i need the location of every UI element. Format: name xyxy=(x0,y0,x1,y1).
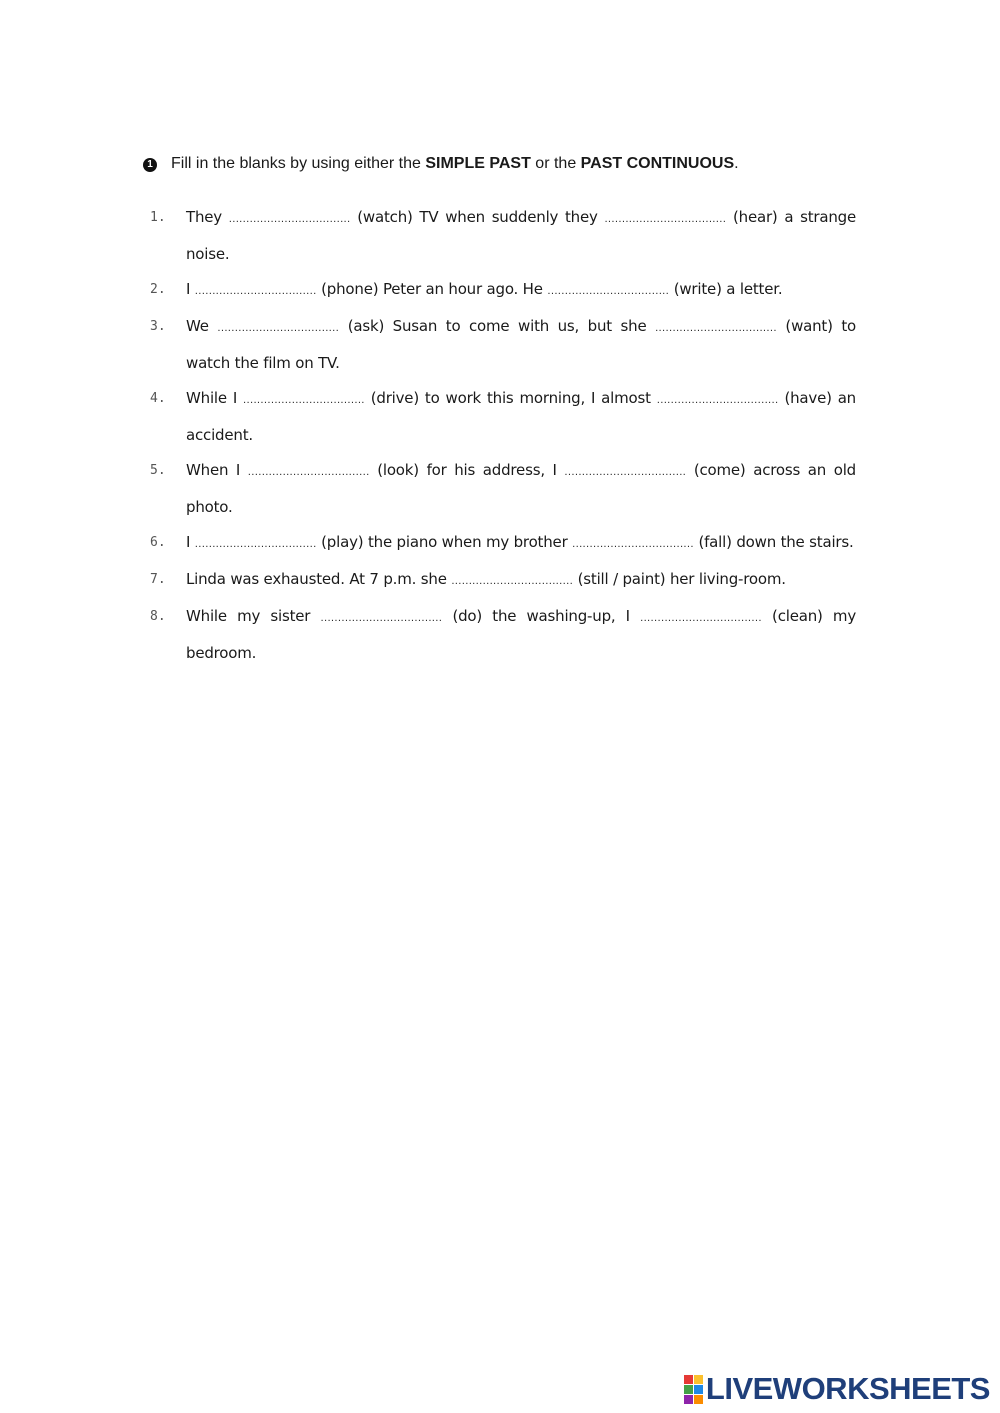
exercise-item xyxy=(150,453,856,525)
exercise-sentence xyxy=(186,381,856,453)
exercise-sentence xyxy=(186,309,856,381)
exercise-sentence xyxy=(186,272,856,309)
answer-blank[interactable]: ................................... xyxy=(604,214,727,225)
logo-text: LIVEWORKSHEETS xyxy=(705,1371,990,1406)
exercise-sentence xyxy=(186,453,856,525)
exercise-number: 4. xyxy=(150,391,166,406)
instruction-prefix: Fill in the blanks by using either the xyxy=(171,155,426,172)
instruction-middle: or the xyxy=(530,155,581,172)
sentence-segment: We xyxy=(186,317,218,335)
exercise-number: 1. xyxy=(150,210,166,225)
sentence-segment: (clean) my bedroom. xyxy=(186,607,856,662)
sentence-segment: (have) an accident. xyxy=(186,389,856,444)
sentence-segment: (drive) to work this morning, I almost xyxy=(364,389,657,407)
sentence-segment: When I xyxy=(186,461,248,479)
logo-square xyxy=(694,1395,703,1404)
exercise-item xyxy=(150,200,856,272)
answer-blank[interactable]: ................................... xyxy=(194,539,317,550)
answer-blank[interactable]: ................................... xyxy=(640,613,762,624)
answer-blank[interactable]: ................................... xyxy=(655,323,777,334)
answer-blank[interactable]: ................................... xyxy=(572,539,694,550)
sentence-segment: (want) to watch the film on TV. xyxy=(186,317,856,372)
answer-blank[interactable]: ................................... xyxy=(451,576,574,587)
answer-blank[interactable]: ................................... xyxy=(547,286,670,297)
exercise-item xyxy=(150,525,856,562)
logo-square xyxy=(694,1375,703,1384)
sentence-segment: (ask) Susan to come with us, but she xyxy=(339,317,656,335)
sentence-segment: (play) the piano when my brother xyxy=(316,533,573,551)
sentence-segment: Linda was exhausted. At 7 p.m. she xyxy=(186,570,452,588)
exercise-item xyxy=(150,599,856,671)
exercise-item xyxy=(150,381,856,453)
exercise-item xyxy=(150,309,856,381)
answer-blank[interactable]: ................................... xyxy=(320,613,443,624)
sentence-segment: (watch) TV when suddenly they xyxy=(350,208,605,226)
answer-blank[interactable]: ................................... xyxy=(243,395,365,406)
exercise-number: 3. xyxy=(150,319,166,334)
sentence-segment: (phone) Peter an hour ago. He xyxy=(316,280,548,298)
exercise-sentence xyxy=(186,599,856,671)
logo-square xyxy=(694,1385,703,1394)
answer-blank[interactable]: ................................... xyxy=(247,467,370,478)
answer-blank[interactable]: ................................... xyxy=(217,323,340,334)
answer-blank[interactable]: ................................... xyxy=(656,395,779,406)
instruction xyxy=(143,153,863,175)
sentence-segment: (still / paint) her living-room. xyxy=(573,570,786,588)
exercise-number: 6. xyxy=(150,535,166,550)
exercise-item xyxy=(150,562,856,599)
exercise-item xyxy=(150,272,856,309)
logo-square xyxy=(684,1385,693,1394)
sentence-segment: (write) a letter. xyxy=(669,280,783,298)
sentence-segment: (hear) a strange noise. xyxy=(186,208,857,263)
exercise-number: 8. xyxy=(150,609,166,624)
sentence-segment: (fall) down the stairs. xyxy=(693,533,854,551)
exercise-number: 5. xyxy=(150,463,166,478)
exercise-sentence xyxy=(186,200,856,272)
sentence-segment: While I xyxy=(186,389,244,407)
answer-blank[interactable]: ................................... xyxy=(228,214,351,225)
bullet-number-one-icon: 1 xyxy=(143,158,157,172)
instruction-suffix: . xyxy=(734,155,739,172)
instruction-bold-past-continuous: PAST CONTINUOUS xyxy=(580,155,735,172)
exercise-sentence xyxy=(186,525,856,562)
sentence-segment: (do) the washing-up, I xyxy=(442,607,641,625)
liveworksheets-logo xyxy=(684,1371,990,1407)
instruction-bold-simple-past: SIMPLE PAST xyxy=(425,155,531,172)
answer-blank[interactable]: ................................... xyxy=(564,467,687,478)
exercise-list xyxy=(150,200,856,671)
sentence-segment: I xyxy=(186,533,195,551)
answer-blank[interactable]: ................................... xyxy=(194,286,317,297)
logo-square xyxy=(684,1395,693,1404)
exercise-number: 2. xyxy=(150,282,166,297)
sentence-segment: (look) for his address, I xyxy=(369,461,565,479)
sentence-segment: I xyxy=(186,280,195,298)
exercise-sentence xyxy=(186,562,856,599)
sentence-segment: (come) across an old photo. xyxy=(186,461,856,516)
sentence-segment: They xyxy=(186,208,229,226)
sentence-segment: While my sister xyxy=(186,607,321,625)
logo-square xyxy=(684,1375,693,1384)
exercise-number: 7. xyxy=(150,572,166,587)
liveworksheets-logo-icon xyxy=(684,1375,703,1404)
